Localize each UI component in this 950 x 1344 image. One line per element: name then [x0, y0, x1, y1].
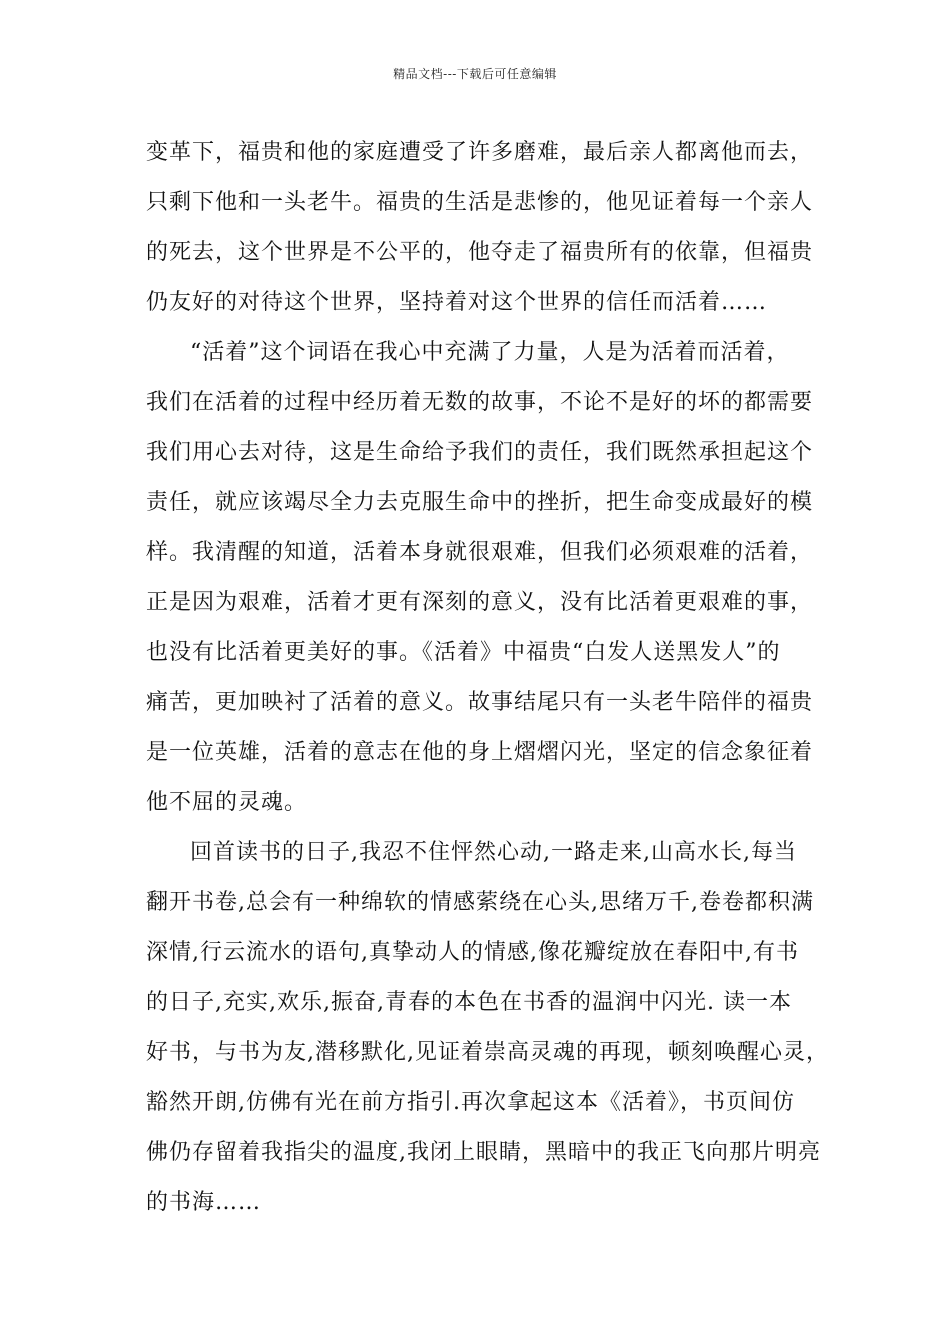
text-line: 豁然开朗,仿佛有光在前方指引.再次拿起这本《活着》，书页间仿 [146, 1090, 795, 1115]
text-line: 的死去，这个世界是不公平的，他夺走了福贵所有的依靠，但福贵 [146, 240, 814, 265]
text-line: 的书海…… [146, 1190, 262, 1215]
text-line: 是一位英雄，活着的意志在他的身上熠熠闪光，坚定的信念象征着 [146, 740, 814, 765]
body-text [146, 128, 829, 1228]
text-line: 我们在活着的过程中经历着无数的故事，不论不是好的坏的都需要 [146, 390, 814, 415]
paragraph-1 [146, 128, 814, 328]
page-header: 精品文档---下载后可任意编辑 [393, 67, 557, 81]
text-line: 责任，就应该竭尽全力去克服生命中的挫折，把生命变成最好的模 [146, 490, 814, 515]
text-line: 痛苦，更加映衬了活着的意义。故事结尾只有一头老牛陪伴的福贵 [146, 690, 814, 715]
text-line: 回首读书的日子,我忍不住怦然心动,一路走来,山高水长,每当 [190, 840, 797, 865]
text-line: 他不屈的灵魂。 [146, 790, 308, 815]
text-line: 佛仍存留着我指尖的温度,我闭上眼睛，黑暗中的我正飞向那片明亮 [146, 1140, 821, 1165]
paragraph-2 [146, 328, 814, 828]
text-line: “活着”这个词语在我心中充满了力量，人是为活着而活着， [190, 340, 790, 365]
text-line: 仍友好的对待这个世界，坚持着对这个世界的信任而活着…… [146, 290, 768, 315]
text-line: 翻开书卷,总会有一种绵软的情感萦绕在心头,思绪万千,卷卷都积满 [146, 890, 814, 915]
text-line: 样。我清醒的知道，活着本身就很艰难，但我们必须艰难的活着， [146, 540, 814, 565]
text-line: 只剩下他和一头老牛。福贵的生活是悲惨的，他见证着每一个亲人 [146, 190, 814, 215]
text-line: 变革下，福贵和他的家庭遭受了许多磨难，最后亲人都离他而去， [146, 140, 814, 165]
text-line: 正是因为艰难，活着才更有深刻的意义，没有比活着更艰难的事， [146, 590, 814, 615]
text-line: 也没有比活着更美好的事。《活着》中福贵“白发人送黑发人”的 [146, 640, 781, 665]
paragraph-3 [146, 828, 829, 1228]
text-line: 好书，与书为友,潜移默化,见证着崇高灵魂的再现，顿刻唤醒心灵， [146, 1040, 829, 1065]
text-line: 的日子,充实,欢乐,振奋,青春的本色在书香的温润中闪光. 读一本 [146, 990, 792, 1015]
text-line: 我们用心去对待，这是生命给予我们的责任，我们既然承担起这个 [146, 440, 814, 465]
text-line: 深情,行云流水的语句,真挚动人的情感,像花瓣绽放在春阳中,有书 [146, 940, 799, 965]
